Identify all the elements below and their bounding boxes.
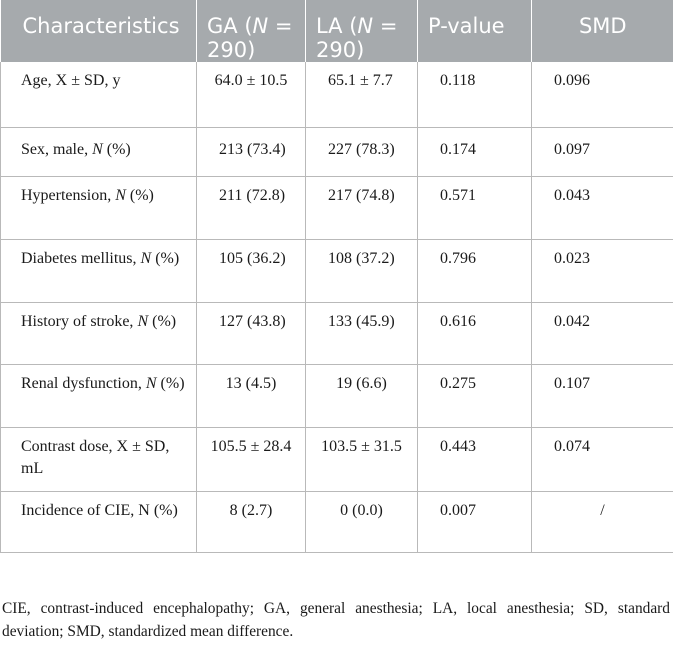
header-la: LA (N = 290) [306, 0, 418, 62]
cell-p-value: 0.616 [418, 302, 532, 364]
header-ga: GA (N = 290) [197, 0, 306, 62]
cell-la: 19 (6.6) [306, 364, 418, 427]
header-characteristics: Characteristics [1, 0, 197, 62]
cell-smd: 0.042 [532, 302, 673, 364]
cell-smd: 0.107 [532, 364, 673, 427]
cell-ga: 8 (2.7) [197, 491, 306, 552]
cell-smd: 0.096 [532, 62, 673, 127]
cell-p-value: 0.174 [418, 127, 532, 176]
row-label: Renal dysfunction, N (%) [1, 364, 197, 427]
table-row [1, 127, 673, 176]
cell-la: 133 (45.9) [306, 302, 418, 364]
row-label: Diabetes mellitus, N (%) [1, 239, 197, 302]
cell-la: 227 (78.3) [306, 127, 418, 176]
cell-p-value: 0.796 [418, 239, 532, 302]
row-label: Incidence of CIE, N (%) [1, 491, 197, 552]
table-row [1, 62, 673, 127]
cell-p-value: 0.118 [418, 62, 532, 127]
header-smd: SMD [532, 0, 673, 62]
cell-ga: 127 (43.8) [197, 302, 306, 364]
table-row [1, 491, 673, 552]
row-label: Hypertension, N (%) [1, 176, 197, 239]
cell-p-value: 0.275 [418, 364, 532, 427]
cell-smd: 0.097 [532, 127, 673, 176]
cell-ga: 105.5 ± 28.4 [197, 427, 306, 491]
table-row [1, 176, 673, 239]
cell-ga: 64.0 ± 10.5 [197, 62, 306, 127]
cell-smd: 0.023 [532, 239, 673, 302]
header-p-value: P-value [418, 0, 532, 62]
cell-smd: 0.074 [532, 427, 673, 491]
table-body [1, 62, 673, 552]
table-footnote: CIE, contrast-induced encephalopathy; GA, general anesthesia; LA, local anesthesia; SD, standard deviation; SMD, standardized mean difference. [2, 600, 670, 640]
row-label: Contrast dose, X ± SD, mL [1, 427, 197, 491]
row-label: Age, X ± SD, y [1, 62, 197, 127]
cell-ga: 211 (72.8) [197, 176, 306, 239]
cell-p-value: 0.443 [418, 427, 532, 491]
cell-la: 103.5 ± 31.5 [306, 427, 418, 491]
table-row [1, 427, 673, 491]
table-header [1, 0, 673, 62]
cell-ga: 105 (36.2) [197, 239, 306, 302]
row-label: History of stroke, N (%) [1, 302, 197, 364]
cell-p-value: 0.571 [418, 176, 532, 239]
cell-la: 65.1 ± 7.7 [306, 62, 418, 127]
table-row [1, 364, 673, 427]
cell-la: 108 (37.2) [306, 239, 418, 302]
cell-smd: / [532, 491, 673, 552]
table-row [1, 239, 673, 302]
cell-la: 217 (74.8) [306, 176, 418, 239]
cell-ga: 213 (73.4) [197, 127, 306, 176]
cell-smd: 0.043 [532, 176, 673, 239]
table-row [1, 302, 673, 364]
cell-ga: 13 (4.5) [197, 364, 306, 427]
cell-la: 0 (0.0) [306, 491, 418, 552]
header-row [1, 0, 673, 62]
row-label: Sex, male, N (%) [1, 127, 197, 176]
cell-p-value: 0.007 [418, 491, 532, 552]
